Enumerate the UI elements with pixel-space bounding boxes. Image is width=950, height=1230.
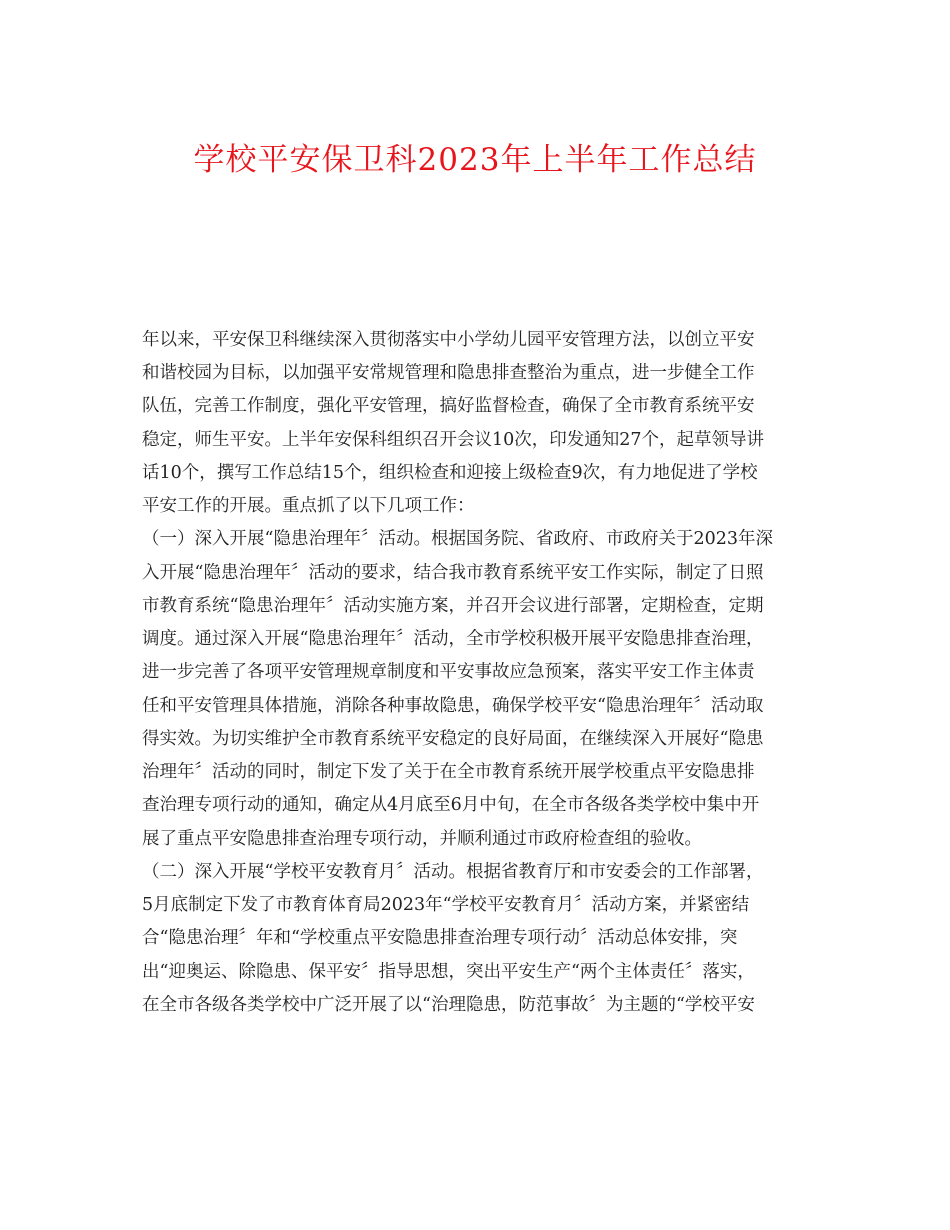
body-line: 年以来，平安保卫科继续深入贯彻落实中小学幼儿园平安管理方法，以创立平安 — [142, 330, 755, 350]
body-line: 平安工作的开展。重点抓了以下几项工作： — [142, 496, 475, 516]
body-line: 在全市各级各类学校中广泛开展了以“治理隐患，防范事故〞为主题的“学校平安 — [142, 995, 755, 1015]
body-line: 5月底制定下发了市教育体育局2023年“学校平安教育月〞活动方案，并紧密结 — [142, 895, 750, 915]
body-line: 任和平安管理具体措施，消除各种事故隐患，确保学校平安“隐患治理年〞活动取 — [142, 696, 764, 716]
body-line: 调度。通过深入开展“隐患治理年〞活动，全市学校积极开展平安隐患排查治理， — [142, 629, 764, 649]
body-line: 队伍，完善工作制度，强化平安管理，搞好监督检查，确保了全市教育系统平安 — [142, 396, 755, 416]
body-line: 得实效。为切实维护全市教育系统平安稳定的良好局面，在继续深入开展好“隐患 — [142, 729, 764, 749]
body-line: 展了重点平安隐患排查治理专项行动，并顺利通过市政府检查组的验收。 — [142, 829, 702, 849]
body-line: 市教育系统“隐患治理年〞活动实施方案，并召开会议进行部署，定期检查，定期 — [142, 596, 764, 616]
body-line: 和谐校园为目标，以加强平安常规管理和隐患排查整治为重点，进一步健全工作 — [142, 363, 755, 383]
body-line: 进一步完善了各项平安管理规章制度和平安事故应急预案，落实平安工作主体责 — [142, 662, 755, 682]
body-line: 出“迎奥运、除隐患、保平安〞指导思想，突出平安生产“两个主体责任〞落实， — [142, 962, 755, 982]
body-line: 话10个，撰写工作总结15个，组织检查和迎接上级检查9次，有力地促进了学校 — [142, 463, 758, 483]
body-line: 治理年〞活动的同时，制定下发了关于在全市教育系统开展学校重点平安隐患排 — [142, 762, 755, 782]
body-line: 入开展“隐患治理年〞活动的要求，结合我市教育系统平安工作实际，制定了日照 — [142, 563, 764, 583]
body-line: （一）深入开展“隐患治理年〞活动。根据国务院、省政府、市政府关于2023年深 — [142, 529, 773, 549]
document-title: 学校平安保卫科2023年上半年工作总结 — [193, 142, 757, 178]
body-line: 稳定，师生平安。上半年安保科组织召开会议10次，印发通知27个，起草领导讲 — [142, 430, 765, 450]
body-line: （二）深入开展“学校平安教育月〞活动。根据省教育厅和市安委会的工作部署， — [142, 862, 764, 882]
body-line: 合“隐患治理〞年和“学校重点平安隐患排查治理专项行动〞活动总体安排，突 — [142, 928, 738, 948]
body-line: 查治理专项行动的通知，确定从4月底至6月中旬，在全市各级各类学校中集中开 — [142, 795, 760, 815]
